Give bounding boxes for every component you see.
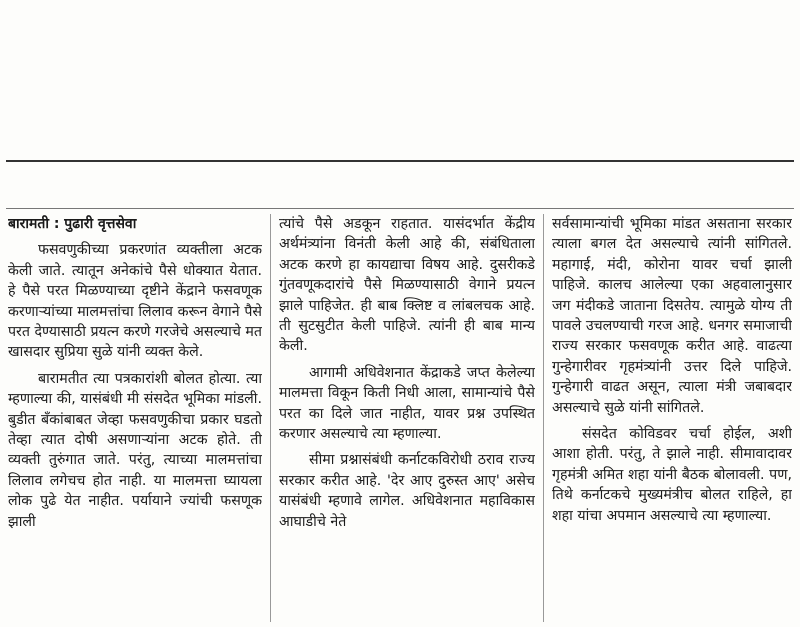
paragraph: सर्वसामान्यांची भूमिका मांडत असताना सरकार त्याला बगल देत असल्याचे त्यांनी सांगितले. महागाई, मंदी, कोरोना यावर चर्चा झाली पाहिजे. कालच आलेल्या एका अहवालानुसार जग मंदीकडे जाताना दिसतेय. त्यामुळे योग्य ती पावले उचलण्याची गरज आहे. धनगर समाजाची राज्य सरकार फसवणूक करीत आहे. वाढत्या गुन्हेगारीवर गृहमंत्र्यांनी उत्तर दिले पाहिजे. गुन्हेगारी वाढत असून, त्याला मंत्री जबाबदार असल्याचे सुळे यांनी सांगितले. [552, 216, 792, 416]
paragraph: सीमा प्रश्नासंबंधी कर्नाटकविरोधी ठराव राज्य सरकार करीत आहे. 'देर आए दुरुस्त आए' असेच यासंबंधी म्हणावे लागेल. अधिवेशनात महाविकास आघाडीचे नेते [279, 452, 535, 530]
dateline: बारामती : पुढारी वृत्तसेवा [8, 216, 137, 232]
column-2 [279, 214, 535, 624]
column-divider [270, 214, 271, 622]
subheadline [0, 166, 800, 206]
headline-rule [6, 160, 794, 162]
paragraph: बारामतीत त्या पत्रकारांशी बोलत होत्या. त्या म्हणाल्या की, यासंबंधी मी संसदेत भूमिका मांडली. बुडीत बँकांबाबत जेव्हा फसवणुकीचा प्रकार घडतो तेव्हा त्यात दोषी असणाऱ्यांना अटक होते. ती व्यक्ती तुरुंगात जाते. परंतु, त्याच्या मालमत्तांचा लिलाव लगेचच होत नाही. या मालमत्ता घ्यायला लोक पुढे येत नाहीत. पर्यायाने ज्यांची फसणूक झाली [8, 370, 262, 530]
column-3 [552, 214, 792, 624]
column-1 [8, 214, 262, 624]
headline-line-2 [0, 82, 800, 154]
paragraph: फसवणुकीच्या प्रकरणांत व्यक्तीला अटक केली जाते. त्यातून अनेकांचे पैसे धोक्यात येतात. हे पैसे परत मिळण्याच्या दृष्टीने केंद्राने फसवणूक करणाऱ्यांच्या मालमत्तांचा लिलाव करून वेगाने पैसे परत देण्यासाठी प्रयत्न करणे गरजेचे असल्याचे मत खासदार सुप्रिया सुळे यांनी व्यक्त केले. [8, 242, 262, 361]
paragraph: त्यांचे पैसे अडकून राहतात. यासंदर्भात केंद्रीय अर्थमंत्र्यांना विनंती केली आहे की, संबंधिताला अटक करणे हा कायद्याचा विषय आहे. दुसरीकडे गुंतवणूकदारांचे पैसे मिळण्यासाठी वेगाने प्रयत्न झाले पाहिजेत. ही बाब क्लिष्ट व लांबलचक आहे. ती सुटसुटीत केली पाहिजे. त्यांनी ही बाब मान्य केली. [279, 216, 535, 355]
paragraph: संसदेत कोविडवर चर्चा होईल, अशी आशा होती. परंतु, ते झाले नाही. सीमावादावर गृहमंत्री अमित शहा यांनी बैठक बोलावली. पण, तिथे कर्नाटकचे मुख्यमंत्रीच बोलत राहिले, हा शहा यांचा अपमान असल्याचे त्या म्हणाल्या. [552, 426, 792, 524]
headline-line-1 [0, 6, 800, 78]
subheadline-rule [6, 208, 794, 209]
column-divider [543, 214, 544, 622]
paragraph: आगामी अधिवेशनात केंद्राकडे जप्त केलेल्या मालमत्ता विकून किती निधी आला, सामान्यांचे पैसे परत का दिले जात नाहीत, यावर प्रश्न उपस्थित करणार असल्याचे त्या म्हणाल्या. [279, 364, 535, 443]
